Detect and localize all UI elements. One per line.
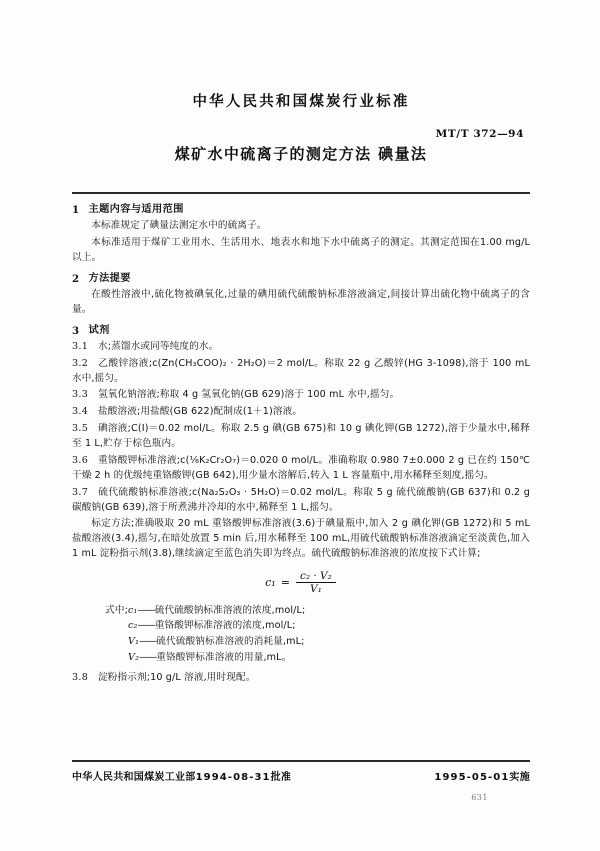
definition-symbol-v2: V₂	[128, 651, 140, 663]
section-3-heading	[72, 326, 530, 336]
reagent-index-3-8: 3.8	[72, 672, 89, 684]
reagent-item-3-7	[72, 486, 530, 516]
reagent-text-3-5: 碘溶液;C(I)＝0.02 mol/L。称取 2.5 g 碘(GB 675)和 10 g 碘化钾(GB 1272),溶于少量水中,稀释至 1 L,贮存于棕色瓶内。	[72, 423, 530, 450]
section-1-paragraph-2: 本标准适用于煤矿工业用水、生活用水、地表水和地下水中硫离子的测定。其测定范围在1.00 mg/L以上。	[72, 237, 530, 263]
standard-code: MT/T 372—94	[435, 128, 524, 140]
reagent-index-3-1: 3.1	[72, 340, 89, 352]
approval-date: 1994-08-31	[195, 772, 271, 783]
standard-organization: 中华人民共和国煤炭行业标准	[192, 94, 410, 110]
formula-fraction	[296, 571, 336, 595]
definition-dash-c1: ——	[137, 604, 155, 616]
section-1-paragraph-1: 本标准规定了碘量法测定水中的硫离子。	[91, 220, 267, 232]
document-body	[72, 205, 530, 691]
reagent-text-3-7: 硫代硫酸钠标准溶液;c(Na₂S₂O₃ · 5H₂O)＝0.02 mol/L。称取 5 g 硫代硫酸钠(GB 637)和 0.2 g 碳酸钠(GB 639),溶于所煮沸并冷却的水中,稀释至 1 L,摇匀。	[72, 486, 530, 513]
reagent-index-3-7: 3.7	[72, 486, 89, 498]
approval-authority: 中华人民共和国煤炭工业部	[72, 772, 196, 783]
section-1-number: 1	[72, 204, 80, 216]
standardization-method-paragraph: 标定方法;准确吸取 20 mL 重铬酸钾标准溶液(3.6)于碘量瓶中,加入 2 g 碘化钾(GB 1272)和 5 mL 盐酸溶液(3.4),摇匀,在暗处放置 5 min 后,用水稀释至 100 mL,用硫代硫酸钠标准溶液滴定至淡黄色,加入 1 mL 淀粉指示剂(3.8),继续滴定至蓝色消失即为终点。硫代硫酸钠标准溶液的浓度按下式计算;	[72, 518, 530, 560]
reagent-index-3-5: 3.5	[72, 423, 89, 435]
section-2-heading	[72, 274, 530, 284]
page-content-area	[72, 0, 530, 851]
section-3-number: 3	[72, 324, 80, 337]
section-3-title: 试剂	[88, 324, 110, 336]
page-title: 煤矿水中硫离子的测定方法 碘量法	[174, 145, 428, 163]
reagent-text-3-4: 盐酸溶液;用盐酸(GB 622)配制成(1＋1)溶液。	[98, 406, 303, 418]
reagent-item-3-2	[72, 357, 530, 387]
reagent-index-3-3: 3.3	[72, 389, 89, 401]
definition-text-c2: 重铬酸钾标准溶液的浓度,mol/L;	[154, 620, 296, 632]
effective-date: 1995-05-01	[434, 772, 510, 783]
reagent-text-3-3: 氢氧化钠溶液;称取 4 g 氢氧化钠(GB 629)溶于 100 mL 水中,摇匀。	[98, 389, 400, 401]
reagent-text-3-8: 淀粉指示剂;10 g/L 溶液,用时现配。	[98, 672, 256, 684]
approval-suffix: 批准	[270, 772, 292, 783]
formula-numerator: c₂ · V₂	[296, 571, 336, 584]
page-footer	[72, 768, 530, 783]
page-number: 631	[471, 793, 488, 802]
reagent-index-3-2: 3.2	[72, 357, 89, 369]
section-2-number: 2	[72, 272, 80, 285]
definition-dash-v1: ——	[139, 636, 157, 647]
masthead	[72, 95, 530, 111]
section-3	[72, 326, 530, 686]
formula-equals: =	[280, 575, 290, 589]
standard-title-row	[72, 143, 530, 164]
where-label: 式中;	[105, 604, 128, 616]
definition-text-v1: 硫代硫酸钠标准溶液的消耗量,mL;	[156, 636, 305, 647]
reagent-item-3-5	[72, 422, 530, 452]
definition-symbol-c2: c₂	[128, 620, 138, 632]
reagent-text-3-6: 重铬酸钾标准溶液;c(⅙K₂Cr₂O₇)＝0.020 0 mol/L。准确称取 0.980 7±0.000 2 g 已在约 150℃干燥 2 h 的优级纯重铬酸钾(GB 642),用少量水溶解后,转入 1 L 容量瓶中,用水稀释至刻度,摇匀。	[72, 454, 530, 481]
approval-statement	[72, 768, 291, 783]
reagent-text-3-2: 乙酸锌溶液;c(Zn(CH₃COO)₂ · 2H₂O)＝2 mol/L。称取 22 g 乙酸锌(HG 3-1098),溶于 100 mL 水中,摇匀。	[72, 357, 530, 384]
reagent-text-3-1: 水;蒸馏水或同等纯度的水。	[98, 340, 219, 352]
formula-denominator: V₁	[309, 583, 322, 596]
definition-row-c2	[72, 618, 530, 634]
section-2-paragraph-1: 在酸性溶液中,硫化物被碘氧化,过量的碘用硫代硫酸钠标准溶液滴定,间接计算出硫化物中硫离子的含量。	[72, 288, 530, 315]
concentration-formula	[72, 571, 530, 595]
definition-symbol-v1: V₁	[128, 636, 140, 647]
definition-text-v2: 重铬酸钾标准溶液的用量,mL。	[156, 651, 292, 663]
reagent-index-3-6: 3.6	[72, 454, 89, 466]
reagent-item-3-4	[72, 405, 530, 420]
section-1-heading	[72, 205, 530, 215]
footer-divider	[72, 760, 530, 762]
definition-dash-v2: ——	[139, 651, 157, 663]
reagent-item-3-6	[72, 454, 530, 484]
section-2-title: 方法提要	[88, 272, 131, 284]
definition-dash-c2: ——	[137, 620, 155, 632]
formula-lhs: c₁	[265, 575, 276, 589]
reagent-item-3-1	[72, 340, 530, 355]
section-2	[72, 274, 530, 318]
definition-row-v1	[72, 634, 530, 650]
definition-text-c1: 硫代硫酸钠标准溶液的浓度,mol/L;	[154, 604, 306, 616]
definition-row-c1	[72, 603, 530, 619]
definition-symbol-c1: c₁	[128, 604, 138, 616]
section-1-title: 主题内容与适用范围	[88, 204, 184, 215]
reagent-item-3-3	[72, 388, 530, 403]
definition-row-v2	[72, 650, 530, 666]
standard-code-row	[72, 122, 530, 141]
section-1	[72, 205, 530, 266]
header-divider	[72, 192, 530, 194]
reagent-item-3-8	[72, 671, 530, 686]
effective-statement	[434, 768, 530, 783]
effective-suffix: 实施	[509, 772, 530, 783]
formula-expression	[265, 571, 337, 595]
formula-symbol-definitions	[72, 603, 530, 665]
reagent-index-3-4: 3.4	[72, 406, 89, 418]
